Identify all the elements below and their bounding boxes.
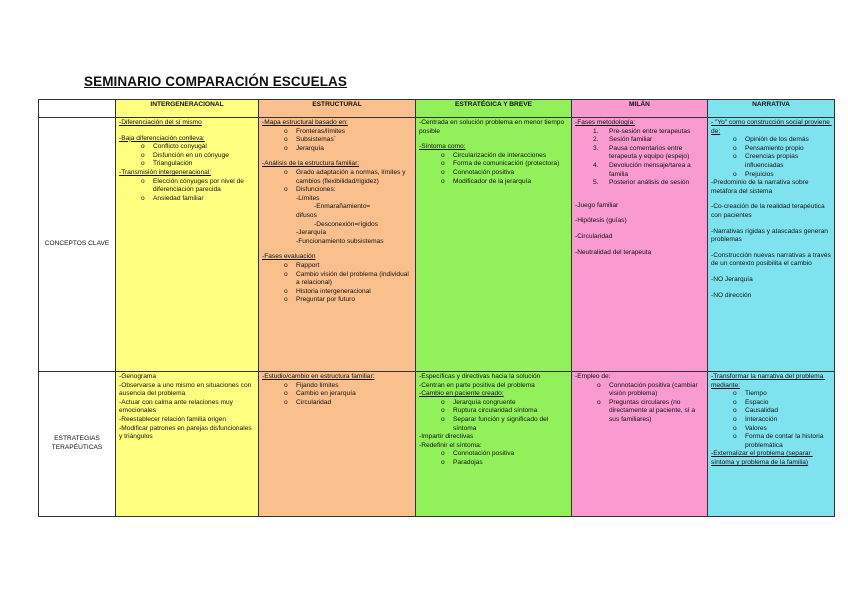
header-milan: MILÁN [572,100,708,118]
text-line: -Fases evaluación [262,253,316,261]
bullet-item: o Cambio en jerarquía [262,390,412,399]
text-line: -Genograma [119,373,157,380]
text-line: -Diferenciación del sí mismo [119,119,202,126]
bullet-item: o Opinión de los demás [711,136,831,145]
text-line: -Impartir directivas [419,433,474,441]
header-estructural: ESTRUCTURAL [259,100,416,118]
bullet-item: o Forma de comunicación (protectora) [419,160,568,169]
text-line: -Reestablecer relación familia origen [119,415,227,423]
bullet-item: o Fronteras/límites [262,128,412,137]
text-line: -Cambio en paciente creado: [419,390,504,398]
bullet-item: o Elección cónyuges por nivel de diferenciación parecida [119,178,255,195]
bullet-item: o Circularización de interacciones [419,152,568,161]
header-narrativa: NARRATIVA [708,100,835,118]
bullet-item: o Subsistemas` [262,136,412,145]
bullet-item: o Fijando límites [262,382,412,391]
sub-item: -Límites [296,194,320,202]
bullet-item: o Espacio [711,399,831,408]
text-line: -Actuar con calma ante relaciones muy emocionales [119,398,235,415]
bullet-item: o Paradojas [419,459,568,468]
bullet-item: o Creencias propias influenciadas [711,153,831,170]
bullet-item: o Causalidad [711,407,831,416]
bullet-item: o Prejuicios [711,171,831,180]
bullet-item: o Disfunciones: [262,186,412,195]
numbered-item: 1. Pre-sesión entre terapeutas [593,127,691,135]
row-label-estrategias: ESTRATEGIAS TERAPÉUTICAS [39,372,116,517]
sub-item: difusos [296,211,317,219]
bullet-item: o Circularidad [262,399,412,408]
bullet-item: o Historia intergeneracional [262,288,412,297]
cell-conceptos-estrategica [416,118,572,372]
cell-estrategias-estructural [259,372,416,517]
sub-item: -Desconexión=rígidos [314,220,378,228]
numbered-item: 2. Sesión familiar [593,136,653,144]
text-line: -Fases metodología: [575,119,636,126]
header-intergeneracional: INTERGENERACIONAL [116,100,259,118]
text-line: -Baja diferenciación conlleva: [119,134,205,142]
text-line: -Transformar la narrativa del problema mediante: [711,373,826,389]
cell-conceptos-narrativa [708,118,835,372]
row-conceptos [39,118,835,372]
bullet-item: o Jerarquía congruente [419,399,568,408]
numbered-item: 5. Posterior análisis de sesión [593,179,690,187]
bullet-item: o Connotación positiva [419,169,568,178]
text-line: -Empleo de: [575,373,611,380]
text-line: -Neutralidad del terapeuta [575,248,652,256]
bullet-item: o Rapport [262,262,412,271]
text-line: -Construcción nuevas narrativas a través de un contexto posibilita el cambio [711,251,833,268]
row-estrategias [39,372,835,517]
bullet-item: o Jerarquía [262,145,412,154]
text-line: -NO dirección [711,291,752,299]
text-line: -Estudio/cambio en estructura familiar: [262,373,375,380]
text-line: -Externalizar el problema (separar síntoma y problema de la familia) [711,450,813,466]
bullet-item: o Tiempo [711,390,831,399]
text-line: -Redefinir el síntoma: [419,441,482,449]
cell-estrategias-narrativa [708,372,835,517]
sub-item: -Enmarañamiento= [314,203,371,211]
bullet-item: o Disfunción en un cónyuge [119,152,255,161]
text-line: -Observarse a uno mismo en situaciones con ausencia del problema [119,381,254,398]
text-line: -Mapa estructural basado en: [262,119,348,126]
text-line: -Co-creación de la realidad terapéutica con pacientes [711,203,827,219]
text-line: -Centrada en solución problema en menor tiempo posible [419,119,566,135]
bullet-item: o Cambio visión del problema (individual a relacional) [262,271,412,288]
bullet-item: o Valores [711,425,831,434]
bullet-item: o Grado adaptación a normas, límites y cambios (flexibilidad/rigidez) [262,169,412,186]
text-line: -Modificar patrones en parejas disfuncionales y triángulos [119,424,254,441]
bullet-item: o Triangulación [119,160,255,169]
numbered-item: 3. Pausa comentarios entre terapeuta y equipo (espejo) [593,144,690,161]
bullet-item: o Ansiedad familiar [119,195,255,204]
sub-item: -Funcionamiento subsistemas [296,237,384,245]
text-line: -Circularidad [575,232,613,240]
bullet-item: o Conflicto conyugal [119,143,255,152]
numbered-item: 4. Devolución mensaje/tarea a familia [593,161,693,178]
text-line: -Transmisión intergeneracional: [119,168,212,176]
text-line: -Predominio de la narrativa sobre metáfora del sistema [711,179,811,195]
row-label-conceptos: CONCEPTOS CLAVE [39,118,116,372]
text-line: -NO Jerarquía [711,275,753,283]
sub-item: -Jerarquía [296,229,327,237]
text-line: -Análisis de la estructura familiar: [262,160,360,168]
text-line: -Específicas y directivas hacia la solución [419,373,541,380]
cell-conceptos-milan [572,118,708,372]
text-line: -Hipótesis (guías) [575,217,627,225]
text-line: -Centran en parte positiva del problema [419,381,535,389]
cell-estrategias-milan [572,372,708,517]
bullet-item: o Modificador de la jerarquía [419,178,568,187]
cell-estrategias-intergeneracional [116,372,259,517]
bullet-item: o Connotación positiva [419,450,568,459]
cell-estrategias-estrategica [416,372,572,517]
header-row [39,100,835,118]
text-line: -Narrativas rígidas y atascadas generan problemas [711,227,830,244]
bullet-item: o Preguntar por futuro [262,296,412,305]
bullet-item: o Forma de contar la historia problemática [711,433,831,450]
text-line: -Juego familiar [575,201,619,209]
cell-conceptos-estructural [259,118,416,372]
text-line: - "Yo" como construcción social proviene de: [711,119,832,135]
cell-conceptos-intergeneracional [116,118,259,372]
corner-cell [39,100,116,118]
bullet-item: o Interacción [711,416,831,425]
page-title: SEMINARIO COMPARACIÓN ESCUELAS [84,74,348,89]
text-line: -Síntoma como: [419,143,466,151]
comparison-table [38,99,835,517]
bullet-item: o Separar función y significado del síntoma [419,416,568,433]
bullet-item: o Pensamiento propio [711,145,831,154]
header-estrategica: ESTRATÉGICA Y BREVE [416,100,572,118]
bullet-item: o Ruptura circularidad síntoma [419,407,568,416]
bullet-item: o Preguntas circulares (no directamente al paciente, sí a sus familiares) [575,399,704,425]
bullet-item: o Connotación positiva (cambiar visión problema) [575,382,704,399]
